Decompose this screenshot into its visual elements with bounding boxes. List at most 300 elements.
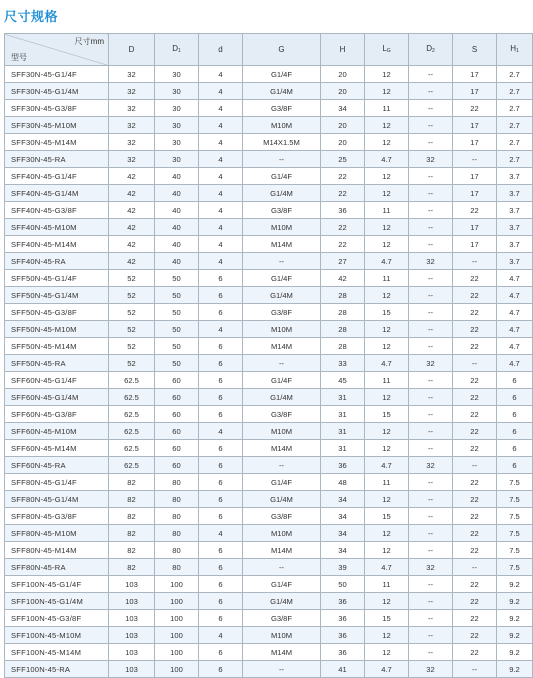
spec-cell: 17 [453, 236, 497, 253]
spec-cell: 60 [155, 389, 199, 406]
table-body [5, 66, 533, 678]
spec-cell: 11 [365, 202, 409, 219]
spec-cell: 6 [497, 457, 533, 474]
model-cell: SFF40N-45-G1/4F [5, 168, 109, 185]
table-row [5, 287, 533, 304]
spec-cell: 6 [199, 559, 243, 576]
spec-cell: 82 [109, 508, 155, 525]
spec-cell: G3/8F [243, 508, 321, 525]
spec-cell: -- [243, 151, 321, 168]
spec-cell: 22 [453, 440, 497, 457]
spec-cell: M10M [243, 321, 321, 338]
spec-cell: 50 [321, 576, 365, 593]
spec-cell: 4 [199, 525, 243, 542]
table-row [5, 457, 533, 474]
spec-cell: -- [409, 389, 453, 406]
model-cell: SFF50N-45-G3/8F [5, 304, 109, 321]
spec-cell: 4 [199, 151, 243, 168]
spec-cell: 45 [321, 372, 365, 389]
spec-cell: 32 [409, 661, 453, 678]
spec-cell: 4 [199, 202, 243, 219]
spec-cell: 50 [155, 355, 199, 372]
spec-cell: -- [409, 627, 453, 644]
model-cell: SFF100N-45-G3/8F [5, 610, 109, 627]
spec-cell: 4.7 [365, 559, 409, 576]
table-row [5, 491, 533, 508]
spec-cell: -- [453, 151, 497, 168]
column-header [321, 34, 365, 66]
spec-cell: 36 [321, 202, 365, 219]
spec-cell: 22 [453, 593, 497, 610]
spec-cell: -- [453, 253, 497, 270]
spec-cell: -- [409, 508, 453, 525]
spec-cell: 12 [365, 185, 409, 202]
spec-cell: 103 [109, 593, 155, 610]
model-cell: SFF50N-45-G1/4F [5, 270, 109, 287]
spec-cell: 4.7 [497, 338, 533, 355]
spec-cell: 28 [321, 304, 365, 321]
table-row [5, 338, 533, 355]
spec-cell: 17 [453, 134, 497, 151]
spec-cell: 2.7 [497, 83, 533, 100]
spec-cell: 11 [365, 100, 409, 117]
column-header [497, 34, 533, 66]
table-row [5, 236, 533, 253]
spec-cell: 12 [365, 542, 409, 559]
spec-cell: 60 [155, 372, 199, 389]
spec-cell: M10M [243, 117, 321, 134]
spec-cell: -- [409, 134, 453, 151]
model-cell: SFF80N-45-G1/4M [5, 491, 109, 508]
spec-cell: -- [409, 100, 453, 117]
column-header-label: D [128, 45, 135, 54]
spec-cell: G1/4F [243, 168, 321, 185]
model-cell: SFF40N-45-G3/8F [5, 202, 109, 219]
spec-cell: 12 [365, 168, 409, 185]
spec-cell: 22 [453, 542, 497, 559]
spec-cell: 42 [109, 202, 155, 219]
model-cell: SFF80N-45-RA [5, 559, 109, 576]
spec-cell: 12 [365, 117, 409, 134]
spec-cell: 60 [155, 457, 199, 474]
spec-cell: G1/4F [243, 474, 321, 491]
column-header [409, 34, 453, 66]
spec-cell: -- [409, 168, 453, 185]
spec-cell: -- [243, 559, 321, 576]
spec-cell: 36 [321, 610, 365, 627]
spec-cell: 80 [155, 559, 199, 576]
spec-cell: -- [409, 593, 453, 610]
spec-cell: 22 [453, 372, 497, 389]
spec-cell: 32 [409, 559, 453, 576]
spec-cell: 82 [109, 559, 155, 576]
spec-cell: 40 [155, 202, 199, 219]
spec-cell: 22 [453, 304, 497, 321]
spec-cell: 32 [109, 66, 155, 83]
spec-cell: 7.5 [497, 559, 533, 576]
spec-cell: 40 [155, 168, 199, 185]
spec-cell: 4.7 [365, 253, 409, 270]
spec-cell: -- [453, 355, 497, 372]
spec-cell: 4.7 [497, 321, 533, 338]
spec-cell: 60 [155, 423, 199, 440]
spec-cell: 40 [155, 236, 199, 253]
table-row [5, 576, 533, 593]
spec-cell: 6 [199, 406, 243, 423]
spec-cell: 22 [453, 627, 497, 644]
spec-cell: 4 [199, 321, 243, 338]
spec-cell: 82 [109, 474, 155, 491]
spec-cell: G3/8F [243, 202, 321, 219]
spec-cell: 22 [453, 321, 497, 338]
model-cell: SFF60N-45-M10M [5, 423, 109, 440]
spec-cell: 34 [321, 542, 365, 559]
spec-cell: 9.2 [497, 593, 533, 610]
spec-cell: 12 [365, 525, 409, 542]
spec-cell: 6 [199, 661, 243, 678]
spec-cell: 28 [321, 338, 365, 355]
spec-cell: 31 [321, 423, 365, 440]
spec-cell: 34 [321, 491, 365, 508]
spec-cell: 3.7 [497, 168, 533, 185]
spec-cell: 12 [365, 134, 409, 151]
model-cell: SFF60N-45-G1/4M [5, 389, 109, 406]
model-cell: SFF100N-45-M14M [5, 644, 109, 661]
column-header-label: H [510, 43, 516, 53]
spec-cell: 6 [199, 508, 243, 525]
spec-cell: 6 [497, 440, 533, 457]
model-cell: SFF40N-45-RA [5, 253, 109, 270]
column-header-subscript: 2 [432, 47, 435, 54]
spec-cell: 103 [109, 627, 155, 644]
spec-cell: 50 [155, 287, 199, 304]
spec-cell: 4 [199, 134, 243, 151]
spec-cell: -- [409, 610, 453, 627]
spec-cell: 7.5 [497, 508, 533, 525]
spec-cell: 100 [155, 644, 199, 661]
spec-cell: 6 [199, 372, 243, 389]
spec-cell: 12 [365, 219, 409, 236]
spec-cell: 30 [155, 117, 199, 134]
spec-cell: -- [409, 270, 453, 287]
spec-cell: 22 [453, 644, 497, 661]
column-header [365, 34, 409, 66]
spec-cell: 22 [453, 423, 497, 440]
model-cell: SFF50N-45-M14M [5, 338, 109, 355]
model-cell: SFF60N-45-RA [5, 457, 109, 474]
model-cell: SFF100N-45-G1/4M [5, 593, 109, 610]
model-cell: SFF50N-45-M10M [5, 321, 109, 338]
spec-cell: 30 [155, 151, 199, 168]
spec-cell: M14M [243, 440, 321, 457]
spec-cell: 11 [365, 474, 409, 491]
spec-cell: 52 [109, 304, 155, 321]
table-row [5, 66, 533, 83]
spec-cell: 4.7 [497, 355, 533, 372]
spec-cell: 22 [453, 491, 497, 508]
spec-cell: 6 [199, 491, 243, 508]
spec-cell: 36 [321, 644, 365, 661]
spec-cell: 30 [155, 100, 199, 117]
spec-cell: 6 [199, 355, 243, 372]
spec-cell: 6 [199, 304, 243, 321]
spec-cell: 48 [321, 474, 365, 491]
table-row [5, 559, 533, 576]
model-cell: SFF40N-45-M10M [5, 219, 109, 236]
column-header [109, 34, 155, 66]
spec-cell: 2.7 [497, 151, 533, 168]
spec-cell: 62.5 [109, 372, 155, 389]
table-row [5, 321, 533, 338]
spec-cell: 82 [109, 525, 155, 542]
spec-cell: 42 [109, 168, 155, 185]
spec-cell: 4.7 [497, 270, 533, 287]
spec-cell: 52 [109, 287, 155, 304]
spec-cell: M10M [243, 525, 321, 542]
spec-cell: 22 [453, 576, 497, 593]
spec-cell: 32 [109, 83, 155, 100]
spec-cell: M10M [243, 627, 321, 644]
table-row [5, 253, 533, 270]
spec-cell: M14M [243, 542, 321, 559]
spec-cell: 3.7 [497, 185, 533, 202]
table-row [5, 134, 533, 151]
spec-cell: 4.7 [497, 304, 533, 321]
spec-cell: 50 [155, 338, 199, 355]
spec-cell: 62.5 [109, 406, 155, 423]
spec-cell: 50 [155, 321, 199, 338]
spec-cell: 36 [321, 593, 365, 610]
spec-cell: 31 [321, 389, 365, 406]
spec-cell: -- [453, 661, 497, 678]
spec-cell: 42 [109, 219, 155, 236]
spec-cell: 6 [497, 389, 533, 406]
model-cell: SFF60N-45-G3/8F [5, 406, 109, 423]
spec-cell: 3.7 [497, 253, 533, 270]
spec-cell: 17 [453, 168, 497, 185]
spec-cell: 40 [155, 185, 199, 202]
spec-cell: 30 [155, 66, 199, 83]
spec-cell: -- [243, 253, 321, 270]
spec-cell: 42 [109, 253, 155, 270]
column-header-subscript: G [386, 47, 391, 54]
spec-cell: 32 [109, 117, 155, 134]
column-header-subscript: 1 [178, 47, 181, 54]
table-row [5, 168, 533, 185]
spec-cell: 11 [365, 576, 409, 593]
spec-cell: -- [243, 661, 321, 678]
spec-cell: G1/4M [243, 185, 321, 202]
spec-cell: -- [409, 287, 453, 304]
spec-cell: -- [409, 406, 453, 423]
spec-cell: 20 [321, 134, 365, 151]
spec-cell: M10M [243, 219, 321, 236]
spec-cell: G1/4M [243, 287, 321, 304]
spec-cell: -- [409, 542, 453, 559]
spec-cell: 62.5 [109, 389, 155, 406]
model-cell: SFF30N-45-M10M [5, 117, 109, 134]
spec-cell: 6 [199, 474, 243, 491]
table-row [5, 406, 533, 423]
spec-cell: 12 [365, 627, 409, 644]
spec-cell: -- [409, 117, 453, 134]
spec-cell: M14M [243, 236, 321, 253]
spec-cell: 60 [155, 406, 199, 423]
spec-cell: 20 [321, 83, 365, 100]
spec-cell: 52 [109, 321, 155, 338]
spec-cell: 17 [453, 219, 497, 236]
table-header-row [5, 34, 533, 66]
spec-cell: 22 [453, 508, 497, 525]
spec-cell: 2.7 [497, 117, 533, 134]
spec-cell: -- [243, 355, 321, 372]
spec-cell: 9.2 [497, 610, 533, 627]
model-cell: SFF100N-45-RA [5, 661, 109, 678]
spec-cell: -- [409, 321, 453, 338]
spec-cell: 22 [321, 236, 365, 253]
spec-cell: 22 [453, 270, 497, 287]
spec-cell: 25 [321, 151, 365, 168]
spec-cell: 11 [365, 372, 409, 389]
spec-cell: 32 [109, 134, 155, 151]
spec-cell: 6 [497, 406, 533, 423]
table-row [5, 304, 533, 321]
page-title: 尺寸规格 [4, 10, 59, 25]
spec-cell: 52 [109, 338, 155, 355]
spec-cell: 12 [365, 491, 409, 508]
spec-cell: 22 [453, 474, 497, 491]
spec-cell: G1/4M [243, 491, 321, 508]
spec-cell: -- [409, 440, 453, 457]
spec-cell: 30 [155, 83, 199, 100]
spec-cell: G3/8F [243, 406, 321, 423]
spec-cell: G1/4F [243, 576, 321, 593]
spec-cell: 62.5 [109, 457, 155, 474]
spec-cell: -- [409, 423, 453, 440]
spec-cell: 52 [109, 355, 155, 372]
spec-cell: 12 [365, 389, 409, 406]
spec-cell: 80 [155, 525, 199, 542]
spec-cell: G3/8F [243, 100, 321, 117]
spec-cell: 80 [155, 474, 199, 491]
table-row [5, 627, 533, 644]
table-row [5, 100, 533, 117]
spec-cell: 4 [199, 117, 243, 134]
spec-cell: 32 [409, 151, 453, 168]
spec-cell: 22 [453, 610, 497, 627]
table-row [5, 508, 533, 525]
model-cell: SFF50N-45-G1/4M [5, 287, 109, 304]
model-cell: SFF80N-45-M14M [5, 542, 109, 559]
spec-cell: M10M [243, 423, 321, 440]
model-cell: SFF40N-45-M14M [5, 236, 109, 253]
spec-cell: 22 [453, 202, 497, 219]
spec-cell: 62.5 [109, 423, 155, 440]
unit-label: 尺寸mm [74, 37, 104, 46]
spec-cell: -- [243, 457, 321, 474]
table-row [5, 355, 533, 372]
spec-cell: 6 [199, 610, 243, 627]
spec-cell: 42 [109, 185, 155, 202]
model-cell: SFF50N-45-RA [5, 355, 109, 372]
spec-cell: 22 [453, 389, 497, 406]
spec-cell: -- [409, 202, 453, 219]
table-row [5, 185, 533, 202]
spec-cell: 22 [453, 406, 497, 423]
spec-cell: 103 [109, 576, 155, 593]
spec-cell: 32 [409, 457, 453, 474]
spec-cell: 4.7 [365, 355, 409, 372]
spec-cell: 15 [365, 610, 409, 627]
spec-cell: 27 [321, 253, 365, 270]
spec-cell: 28 [321, 287, 365, 304]
spec-cell: 17 [453, 83, 497, 100]
table-row [5, 151, 533, 168]
spec-cell: 6 [497, 423, 533, 440]
spec-cell: 22 [321, 168, 365, 185]
spec-cell: 6 [199, 287, 243, 304]
spec-cell: 32 [109, 100, 155, 117]
model-cell: SFF100N-45-M10M [5, 627, 109, 644]
spec-cell: 33 [321, 355, 365, 372]
spec-cell: 100 [155, 627, 199, 644]
spec-cell: 50 [155, 304, 199, 321]
spec-cell: 100 [155, 576, 199, 593]
spec-cell: G1/4M [243, 83, 321, 100]
spec-cell: 4 [199, 100, 243, 117]
spec-cell: 4 [199, 83, 243, 100]
spec-cell: 80 [155, 491, 199, 508]
spec-cell: 60 [155, 440, 199, 457]
spec-cell: 80 [155, 508, 199, 525]
spec-cell: 4 [199, 185, 243, 202]
spec-cell: 82 [109, 491, 155, 508]
spec-cell: 4 [199, 627, 243, 644]
spec-cell: M14M [243, 644, 321, 661]
spec-cell: -- [409, 83, 453, 100]
table-row [5, 389, 533, 406]
spec-cell: -- [409, 474, 453, 491]
model-cell: SFF80N-45-M10M [5, 525, 109, 542]
spec-cell: 4 [199, 168, 243, 185]
table-row [5, 610, 533, 627]
spec-cell: 12 [365, 644, 409, 661]
spec-cell: 9.2 [497, 644, 533, 661]
spec-cell: -- [409, 236, 453, 253]
spec-cell: 6 [199, 338, 243, 355]
spec-cell: 41 [321, 661, 365, 678]
spec-cell: 103 [109, 661, 155, 678]
model-cell: SFF40N-45-G1/4M [5, 185, 109, 202]
spec-cell: 12 [365, 593, 409, 610]
spec-cell: 31 [321, 406, 365, 423]
model-cell: SFF30N-45-RA [5, 151, 109, 168]
spec-cell: 32 [109, 151, 155, 168]
spec-cell: -- [409, 576, 453, 593]
spec-cell: 7.5 [497, 474, 533, 491]
spec-cell: 2.7 [497, 134, 533, 151]
spec-cell: -- [409, 185, 453, 202]
table-row [5, 525, 533, 542]
spec-cell: 20 [321, 66, 365, 83]
spec-cell: 6 [199, 457, 243, 474]
column-header [453, 34, 497, 66]
spec-cell: 12 [365, 83, 409, 100]
model-cell: SFF60N-45-G1/4F [5, 372, 109, 389]
spec-cell: -- [409, 491, 453, 508]
column-header-label: D [426, 43, 432, 53]
spec-cell: G3/8F [243, 304, 321, 321]
